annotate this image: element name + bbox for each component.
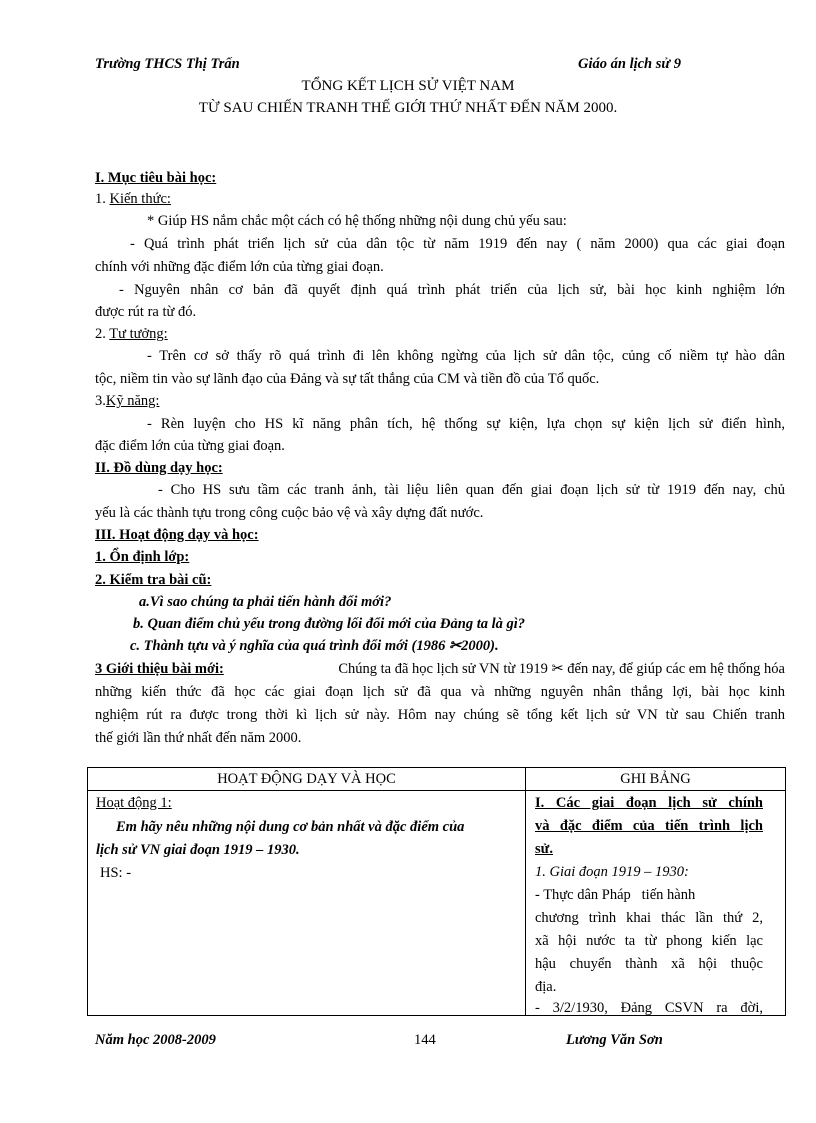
thought-heading (95, 324, 785, 344)
activity-label: Hoạt động 1: (96, 795, 172, 811)
board-heading-line2: và đặc điểm của tiến trình lịch (535, 818, 763, 834)
activity-question-line2: lịch sử VN giai đoạn 1919 – 1930. (96, 842, 300, 858)
section1-heading: I. Mục tiêu bài học: (95, 170, 217, 186)
activity-question-line1: Em hãy nêu những nội dung cơ bản nhất và đặc điểm của (116, 819, 465, 835)
knowledge-heading (95, 189, 785, 209)
school-name: Trường THCS Thị Trấn (95, 56, 240, 72)
section3-item1: 1. Ổn định lớp: (95, 549, 190, 565)
knowledge-p2-line1: - Nguyên nhân cơ bản đã quyết định quá trình phát triển của lịch sử, bài học kinh nghiệm lớn (119, 282, 785, 298)
knowledge-p2-line2: được rút ra từ đó. (95, 304, 197, 320)
board-point1-line2: chương trình khai thác lần thứ 2, (535, 910, 763, 926)
page-subtitle: TỪ SAU CHIẾN TRANH THẾ GIỚI THỨ NHẤT ĐẾN NĂM 2000. (198, 100, 618, 116)
board-point2-line1: - 3/2/1930, Đảng CSVN ra đời, (535, 1000, 763, 1016)
intro-line2: những kiến thức đã học các giai đoạn lịch sử đã qua và những nguyên nhân thắng lợi, bài học kinh (95, 684, 785, 700)
thought-line2: tộc, niềm tin vào sự lãnh đạo của Đảng và sự tất thắng của CM và tiền đồ của Tổ quốc. (95, 371, 600, 387)
review-question-a: a.Vì sao chúng ta phải tiến hành đổi mới? (139, 594, 392, 610)
section3-item2: 2. Kiểm tra bài cũ: (95, 572, 212, 588)
board-heading-line3: sử. (535, 841, 553, 857)
author-name: Lương Văn Sơn (566, 1032, 663, 1048)
knowledge-intro: * Giúp HS nắm chắc một cách có hệ thống những nội dung chủ yếu sau: (147, 213, 567, 229)
section2-heading: II. Đồ dùng dạy học: (95, 460, 223, 476)
board-cell (526, 791, 786, 1016)
intro-line1 (95, 659, 785, 679)
knowledge-num: 1. (95, 191, 106, 207)
subject-label: Giáo án lịch sử 9 (578, 56, 681, 72)
review-question-c: c. Thành tựu và ý nghĩa của quá trình đổi mới (1986 ✂2000). (130, 638, 499, 654)
knowledge-p1-line2: chính với những đặc điểm lớn của từng giai đoạn. (95, 259, 384, 275)
intro-text-1: Chúng ta đã học lịch sử VN từ 1919 ✂ đến nay, để giúp các em hệ thống hóa (338, 661, 785, 677)
skill-label: Kỹ năng: (105, 393, 160, 409)
board-period: 1. Giai đoạn 1919 – 1930: (535, 864, 689, 880)
board-point1-line4: hậu chuyển thành xã hội thuộc (535, 956, 763, 972)
section2-line1: - Cho HS sưu tầm các tranh ảnh, tài liệu liên quan đến giai đoạn lịch sử từ 1919 đến nay, chủ (158, 482, 785, 498)
board-heading-line1: I. Các giai đoạn lịch sử chính (535, 795, 763, 811)
intro-line3: nghiệm rút ra được trong thời kì lịch sử này. Hôm nay chúng sẽ tổng kết lịch sử VN từ sau Chiến tranh (95, 707, 785, 723)
table-header-board: GHI BẢNG (526, 768, 786, 791)
intro-line4: thế giới lần thứ nhất đến năm 2000. (95, 730, 302, 746)
page-title: TỔNG KẾT LỊCH SỬ VIỆT NAM (301, 78, 515, 94)
intro-label: 3 Giới thiệu bài mới: (95, 661, 224, 677)
skill-num: 3. (95, 393, 106, 409)
thought-line1: - Trên cơ sở thấy rõ quá trình đi lên không ngừng của lịch sử dân tộc, củng cố niềm tự hào dân (147, 348, 785, 364)
table-header-activity: HOẠT ĐỘNG DẠY VÀ HỌC (88, 768, 526, 791)
knowledge-p1-line1: - Quá trình phát triển lịch sử của dân tộc từ năm 1919 đến nay ( năm 2000) qua các giai đoạn (130, 236, 785, 252)
board-point1-line1: - Thực dân Pháp tiến hành (535, 887, 696, 903)
skill-heading (95, 391, 785, 411)
skill-line2: đặc điểm lớn của từng giai đoạn. (95, 438, 285, 454)
section3-heading: III. Hoạt động dạy và học: (95, 527, 259, 543)
thought-label: Tư tưởng: (109, 326, 168, 342)
section2-line2: yếu là các thành tựu trong công cuộc bảo vệ và xây dựng đất nước. (95, 505, 484, 521)
board-point1-line5: địa. (535, 979, 557, 995)
school-year: Năm học 2008-2009 (95, 1032, 216, 1048)
review-question-b: b. Quan điểm chủ yếu trong đường lối đổi mới của Đảng ta là gì? (133, 616, 526, 632)
activity-cell (88, 791, 526, 1016)
lesson-table (87, 767, 786, 1016)
student-answer: HS: - (100, 865, 132, 881)
page-number: 144 (414, 1032, 436, 1048)
knowledge-label: Kiến thức: (109, 191, 171, 207)
board-point1-line3: xã hội nước ta từ phong kiến lạc (535, 933, 763, 949)
skill-line1: - Rèn luyện cho HS kĩ năng phân tích, hệ thống sự kiện, lựa chọn sự kiện lịch sử điển hình, (147, 416, 785, 432)
thought-num: 2. (95, 326, 106, 342)
